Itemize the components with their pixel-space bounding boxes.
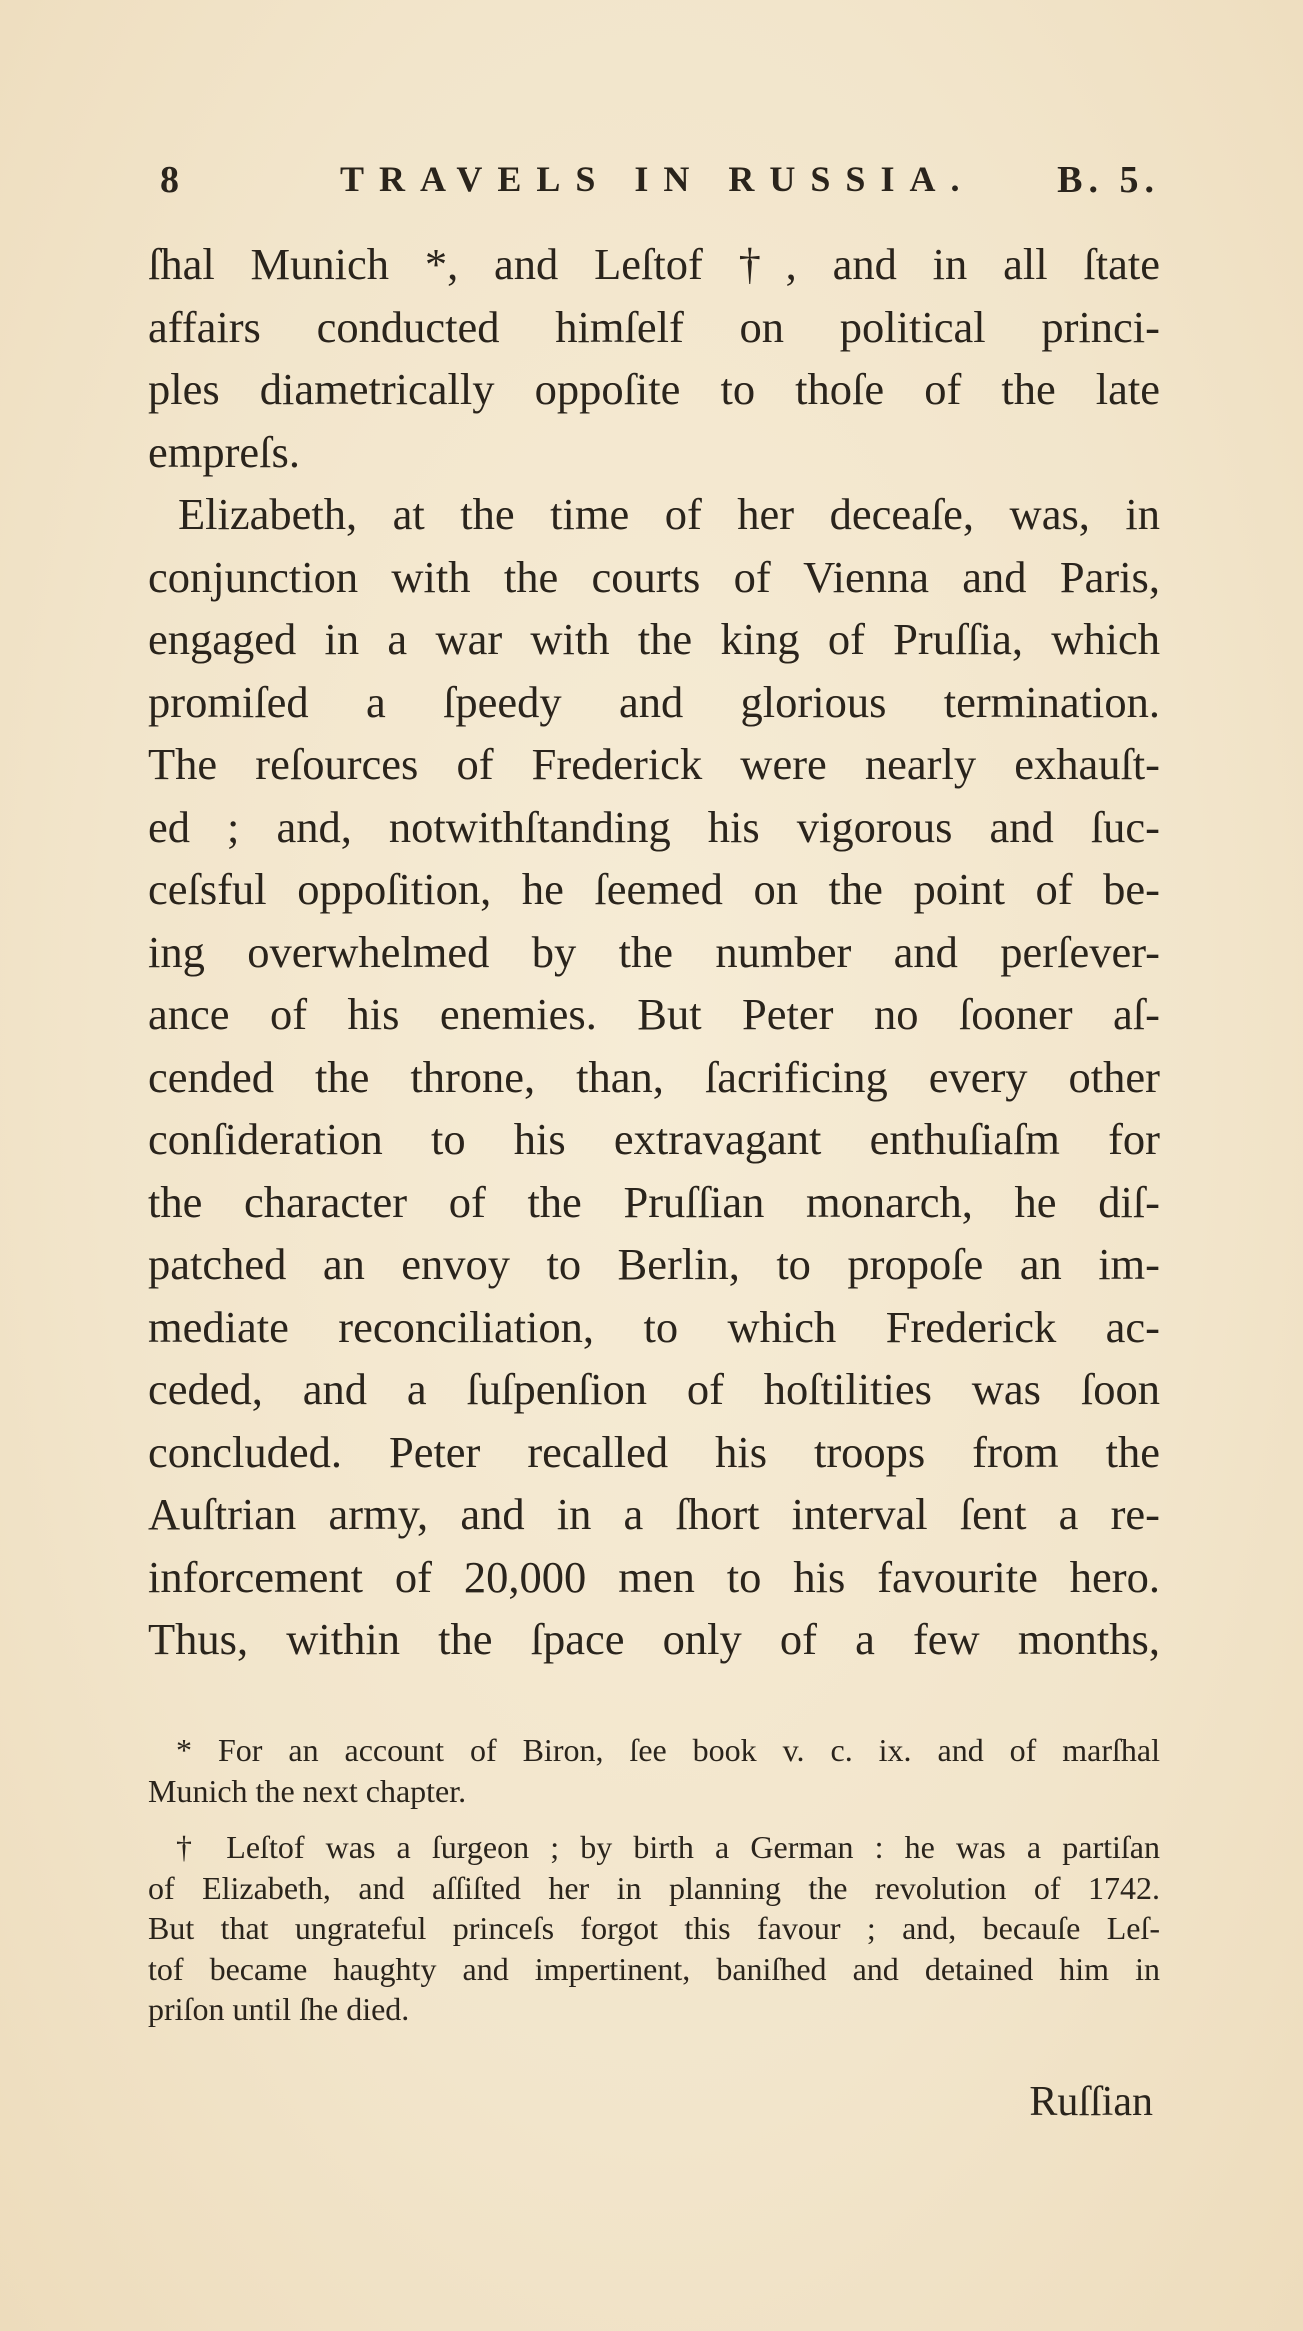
footnote-line: priſon until ſhe died. xyxy=(148,1991,410,2027)
footnote-line: of Elizabeth, and aſſiſted her in planning the revolution of 1742. xyxy=(148,1869,1160,1906)
text-line: ceſsful oppoſition, he ſeemed on the point of be- xyxy=(148,864,1160,914)
body-text xyxy=(148,233,1160,1671)
text-line: Thus, within the ſpace only of a few months, xyxy=(148,1614,1160,1664)
text-line: Auſtrian army, and in a ſhort interval ſent a re- xyxy=(148,1489,1160,1539)
text-line: ſhal Munich *, and Leſtof †, and in all ſtate xyxy=(148,239,1160,289)
text-line: mediate reconciliation, to which Frederick ac- xyxy=(148,1301,1160,1352)
footnote-line: Munich the next chapter. xyxy=(148,1772,467,1809)
text-line: affairs conducted himſelf on political princi- xyxy=(148,301,1160,352)
running-header xyxy=(160,158,1160,208)
text-line: conſideration to his extravagant enthuſiaſm for xyxy=(148,1114,1160,1164)
running-title: TRAVELS IN RUSSIA. xyxy=(340,159,975,199)
text-line: The reſources of Frederick were nearly exhauſt- xyxy=(148,739,1160,789)
text-line: ed ; and, notwithſtanding his vigorous and ſuc- xyxy=(148,801,1160,852)
text-line: ing overwhelmed by the number and perſever- xyxy=(148,926,1160,977)
text-line: ples diametrically oppoſite to thoſe of the late xyxy=(148,364,1160,414)
catchword: Ruſſian xyxy=(1029,2079,1153,2125)
footnote-gap xyxy=(148,1811,1160,1827)
text-line: conjunction with the courts of Vienna and Paris, xyxy=(148,551,1160,602)
footnotes xyxy=(148,1730,1160,2030)
text-line: promiſed a ſpeedy and glorious termination. xyxy=(148,676,1160,727)
text-line: Elizabeth, at the time of her deceaſe, was, in xyxy=(178,489,1160,539)
text-line: ance of his enemies. But Peter no ſooner aſ- xyxy=(148,989,1160,1039)
text-line: concluded. Peter recalled his troops from the xyxy=(148,1426,1160,1477)
text-line: cended the throne, than, ſacrificing every other xyxy=(148,1051,1160,1102)
footnote-line: * For an account of Biron, ſee book v. c. ix. and of marſhal xyxy=(176,1732,1160,1768)
footnote-line: But that ungrateful princeſs forgot this favour ; and, becauſe Leſ- xyxy=(148,1910,1160,1946)
text-line: engaged in a war with the king of Pruſſia, which xyxy=(148,614,1160,664)
footnote-line: tof became haughty and impertinent, baniſhed and detained him in xyxy=(148,1950,1160,1987)
book-number: B. 5. xyxy=(1057,159,1160,201)
text-line: inforcement of 20,000 men to his favourite hero. xyxy=(148,1551,1160,1602)
text-line: empreſs. xyxy=(148,426,300,477)
text-line: patched an envoy to Berlin, to propoſe an im- xyxy=(148,1239,1160,1289)
footnote-lestof xyxy=(148,1827,1160,2030)
text-line: ceded, and a ſuſpenſion of hoſtilities was ſoon xyxy=(148,1364,1160,1414)
footnote-biron xyxy=(148,1730,1160,1811)
page-number: 8 xyxy=(160,159,179,201)
footnote-line: † Leſtof was a ſurgeon ; by birth a German : he was a partiſan xyxy=(176,1829,1160,1865)
text-line: the character of the Pruſſian monarch, he diſ- xyxy=(148,1176,1160,1227)
